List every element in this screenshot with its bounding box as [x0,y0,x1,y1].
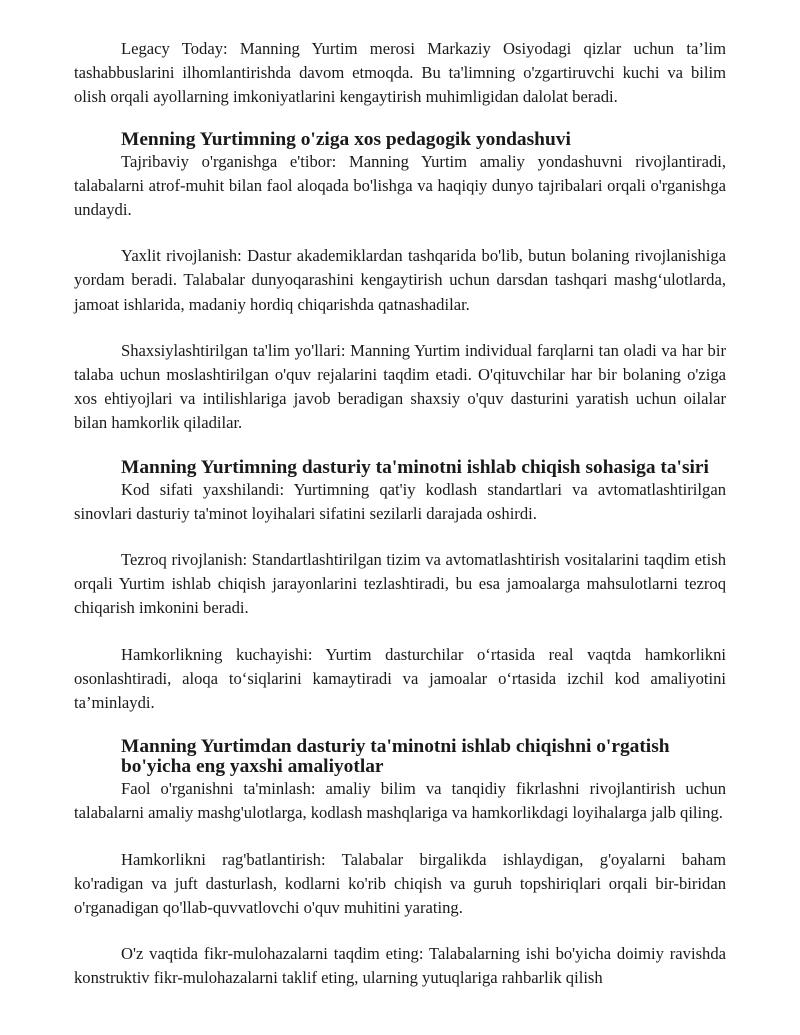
section-heading-pedagogy: Menning Yurtimning o'ziga xos pedagogik yondashuvi [121,128,571,150]
paragraph-legacy-today: Legacy Today: Manning Yurtim merosi Markaziy Osiyodagi qizlar uchun ta’lim tashabbuslarini ilhomlantirishda davom etmoqda. Bu ta'limning o'zgartiruvchi kuchi va bilim olish orqali ayollarning imkoniyatlarini kengaytirish muhimligidan dalolat beradi. [74,39,726,107]
paragraph-holistic-development: Yaxlit rivojlanish: Dastur akademiklardan tashqarida bo'lib, butun bolaning rivojlanishiga yordam beradi. Talabalar dunyoqarashini kengaytirish uchun darsdan tashqari mashg‘ulotlarda, jamoat ishlarida, madaniy hordiq chiqarishda qatnashadilar. [74,246,726,314]
paragraph-timely-feedback: O'z vaqtida fikr-mulohazalarni taqdim eting: Talabalarning ishi bo'yicha doimiy ravishda konstruktiv fikr-mulohazalarni taklif eting, ularning yutuqlariga rahbarlik qilish [74,944,726,988]
paragraph-experiential-learning: Tajribaviy o'rganishga e'tibor: Manning Yurtim amaliy yondashuvni rivojlantiradi, talabalarni atrof-muhit bilan faol aloqada bo'lishga va haqiqiy dunyo tajribalari orqali o'rganishga undaydi. [74,151,726,220]
paragraph-faster-development: Tezroq rivojlanish: Standartlashtirilgan tizim va avtomatlashtirish vositalarini taqdim etish orqali Yurtim ishlab chiqish jarayonlarini tezlashtiradi, bu esa jamoalarga mahsulotlarni tezroq chiqarish imkonini beradi. [74,550,726,618]
paragraph-active-learning: Faol o'rganishni ta'minlash: amaliy bilim va tanqidiy fikrlashni rivojlantirish uchun talabalarni amaliy mashg'ulotlarga, kodlash mashqlariga va hamkorlikdagi loyihalarga jalb qiling. [74,779,726,823]
section-heading-best-practices: Manning Yurtimdan dasturiy ta'minotni ishlab chiqishni o'rgatish bo'yicha eng yaxshi amaliyotlar [121,736,670,778]
paragraph-collaboration: Hamkorlikning kuchayishi: Yurtim dasturchilar o‘rtasida real vaqtda hamkorlikni osonlashtiradi, aloqa to‘siqlarini kamaytiradi va jamoalar o‘rtasida izchil kod amaliyotini ta’minlaydi. [74,644,726,713]
paragraph-personalized-learning: Shaxsiylashtirilgan ta'lim yo'llari: Manning Yurtim individual farqlarni tan oladi va har bir talaba uchun moslashtirilgan o'quv rejalarini taqdim etadi. O'qituvchilar har bir bolaning o'ziga xos ehtiyojlari va intilishlariga javob beradigan shaxsiy o'quv dasturini yaratish uchun oilalar bilan hamkorlik qiladilar. [74,340,726,433]
paragraph-code-quality: Kod sifati yaxshilandi: Yurtimning qat'iy kodlash standartlari va avtomatlashtirilgan sinovlari dasturiy ta'minot loyihalari sifatini sezilarli darajada oshirdi. [74,479,726,523]
paragraph-encourage-collaboration: Hamkorlikni rag'batlantirish: Talabalar birgalikda ishlaydigan, g'oyalarni baham ko'radigan va juft dasturlash, kodlarni ko'rib chiqish va guruh topshiriqlari orqali bir-biridan o'rganadigan qo'llab-quvvatlovchi o'quv muhitini yarating. [74,849,726,918]
section-heading-software-impact: Manning Yurtimning dasturiy ta'minotni ishlab chiqish sohasiga ta'siri [121,456,709,478]
